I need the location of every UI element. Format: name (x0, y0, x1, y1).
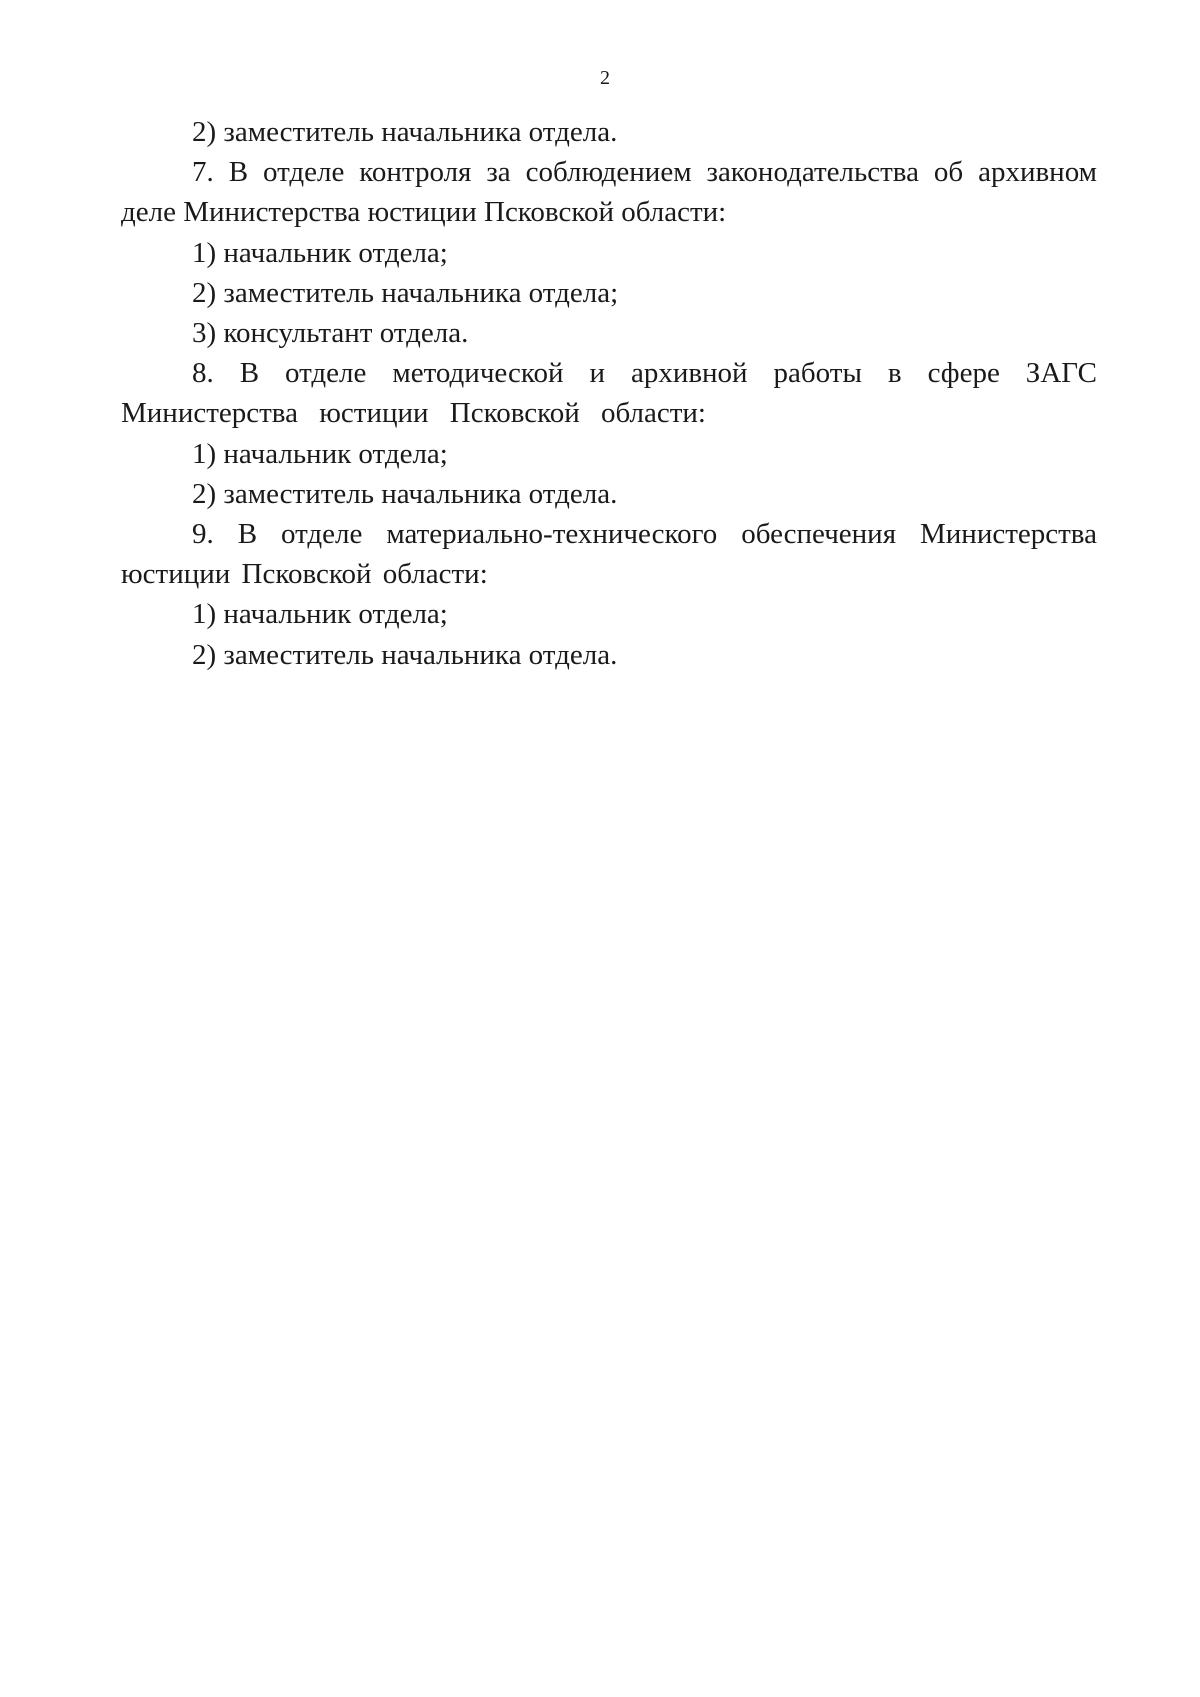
section-paragraph-7: 7. В отделе контроля за соблюдением законодательства об архивном деле Министерства юстиции Псковской области: (121, 156, 1097, 229)
list-item: 3) консультант отдела. (192, 317, 469, 350)
list-item: 1) начальник отдела; (192, 598, 448, 631)
list-item: 1) начальник отдела; (192, 236, 448, 269)
document-body (121, 112, 1097, 675)
list-item: 2) заместитель начальника отдела. (192, 638, 618, 671)
list-item: 1) начальник отдела; (192, 437, 448, 470)
page-number: 2 (600, 67, 610, 89)
list-item: 2) заместитель начальника отдела. (192, 116, 618, 148)
section-paragraph-9: 9. В отделе материально-технического обеспечения Министерства юстиции Псковской области: (121, 518, 1097, 591)
section-paragraph-8: 8. В отделе методической и архивной работы в сфере ЗАГС Министерства юстиции Псковской области: (121, 357, 1097, 430)
list-item: 2) заместитель начальника отдела; (192, 276, 619, 309)
list-item: 2) заместитель начальника отдела. (192, 477, 618, 510)
